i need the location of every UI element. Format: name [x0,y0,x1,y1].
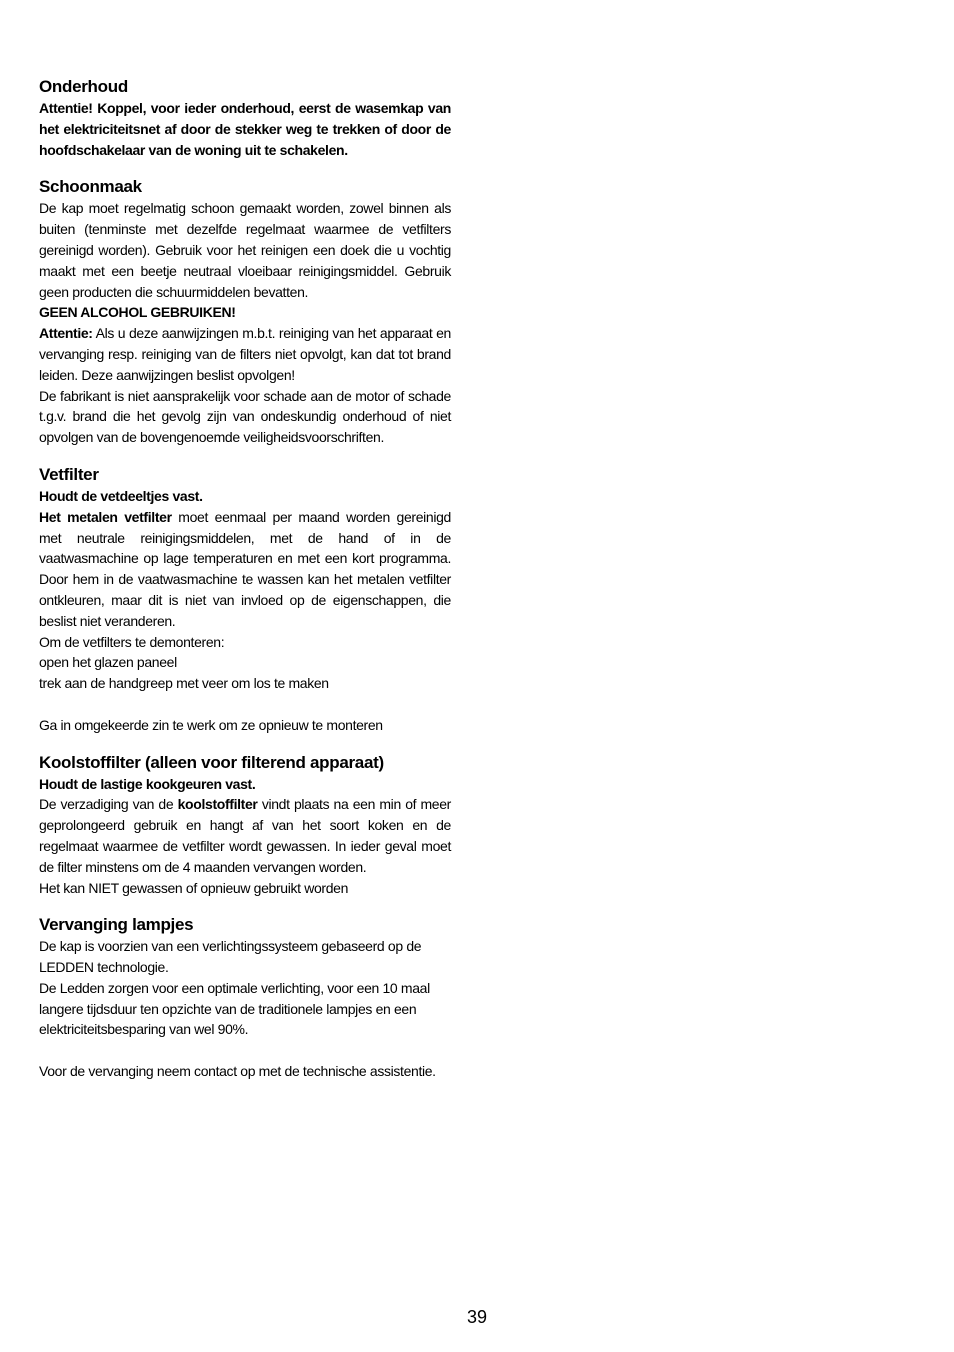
section-title: Onderhoud [39,77,128,96]
section-koolstoffilter [39,752,451,899]
instruction-line: Ga in omgekeerde zin te werk om ze opnieuw te monteren [39,716,383,733]
bold-lead: Het metalen vetfilter [39,508,172,525]
section-title: Koolstoffilter (alleen voor filterend apparaat) [39,752,384,772]
subtitle: Houdt de lastige kookgeuren vast. [39,775,256,792]
section-lampjes [39,914,451,1082]
content-column [39,76,451,1098]
paragraph [39,794,451,877]
attention-text: Als u deze aanwijzingen m.b.t. reiniging van het apparaat en vervanging resp. reiniging van de filters niet opvolgt, kan dat tot brand leiden. Deze aanwijzingen beslist opvolgen! [39,325,451,383]
section-title: Vetfilter [39,464,99,484]
paragraph: De fabrikant is niet aansprakelijk voor schade aan de motor of schade t.g.v. brand die het gevolg zijn van ondeskundig onderhoud of niet opvolgen van de bovengenoemde veiligheidsvoorschriften. [39,387,451,446]
subtitle: Houdt de vetdeeltjes vast. [39,487,203,504]
section-title: Schoonmaak [39,177,142,197]
paragraph [39,507,451,632]
attention-label: Attentie: [39,325,93,342]
paragraph: Voor de vervanging neem contact op met de technische assistentie. [39,1063,436,1080]
paragraph: De kap is voorzien van een verlichtingssysteem gebaseerd op de LEDDEN technologie. [39,938,422,976]
warning-text: Attentie! Koppel, voor ieder onderhoud, eerst de wasemkap van het elektriciteitsnet af door de stekker weg te trekken of door de hoofdschakelaar van de woning uit te schakelen. [39,100,451,158]
bold-term: koolstoffilter [177,796,258,813]
section-schoonmaak [39,176,451,448]
section-vetfilter [39,464,451,736]
instruction-line: Om de vetfilters te demonteren: [39,633,225,650]
warning-text: GEEN ALCOHOL GEBRUIKEN! [39,304,236,321]
paragraph-text: vindt plaats na een min of meer geprolongeerd gebruik en hangt af van het soort koken en de regelmaat waarmee de vetfilter wordt gewassen. In ieder geval moet de filter minstens om de 4 maanden vervangen worden. [39,796,451,875]
section-onderhoud [39,76,451,160]
instruction-line: open het glazen paneel [39,654,177,671]
paragraph: De Ledden zorgen voor een optimale verlichting, voor een 10 maal langere tijdsduur ten opzichte van de traditionele lampjes en een elektriciteitsbesparing van wel 90%. [39,979,430,1038]
attention-paragraph [39,323,451,385]
paragraph: Het kan NIET gewassen of opnieuw gebruikt worden [39,879,349,896]
section-title: Vervanging lampjes [39,915,194,935]
instruction-line: trek aan de handgreep met veer om los te maken [39,675,329,692]
paragraph-text: De verzadiging van de [39,796,178,813]
page-number: 39 [466,1307,488,1327]
paragraph: De kap moet regelmatig schoon gemaakt worden, zowel binnen als buiten (tenminste met dezelfde regelmaat waarmee de vetfilters gereinigd worden). Gebruik voor het reinigen een doek die u vochtig maakt met een beetje neutraal vloeibaar reinigingsmiddel. Gebruik geen producten die schuurmiddelen bevatten. [39,200,451,300]
paragraph-text: moet eenmaal per maand worden gereinigd met neutrale reinigingsmiddelen, met de hand of in de vaatwasmachine op lage temperaturen en met een kort programma. Door hem in de vaatwasmachine te wassen kan het metalen vetfilter ontkleuren, maar dit is niet van invloed op de eigenschappen, die beslist niet veranderen. [39,508,451,629]
